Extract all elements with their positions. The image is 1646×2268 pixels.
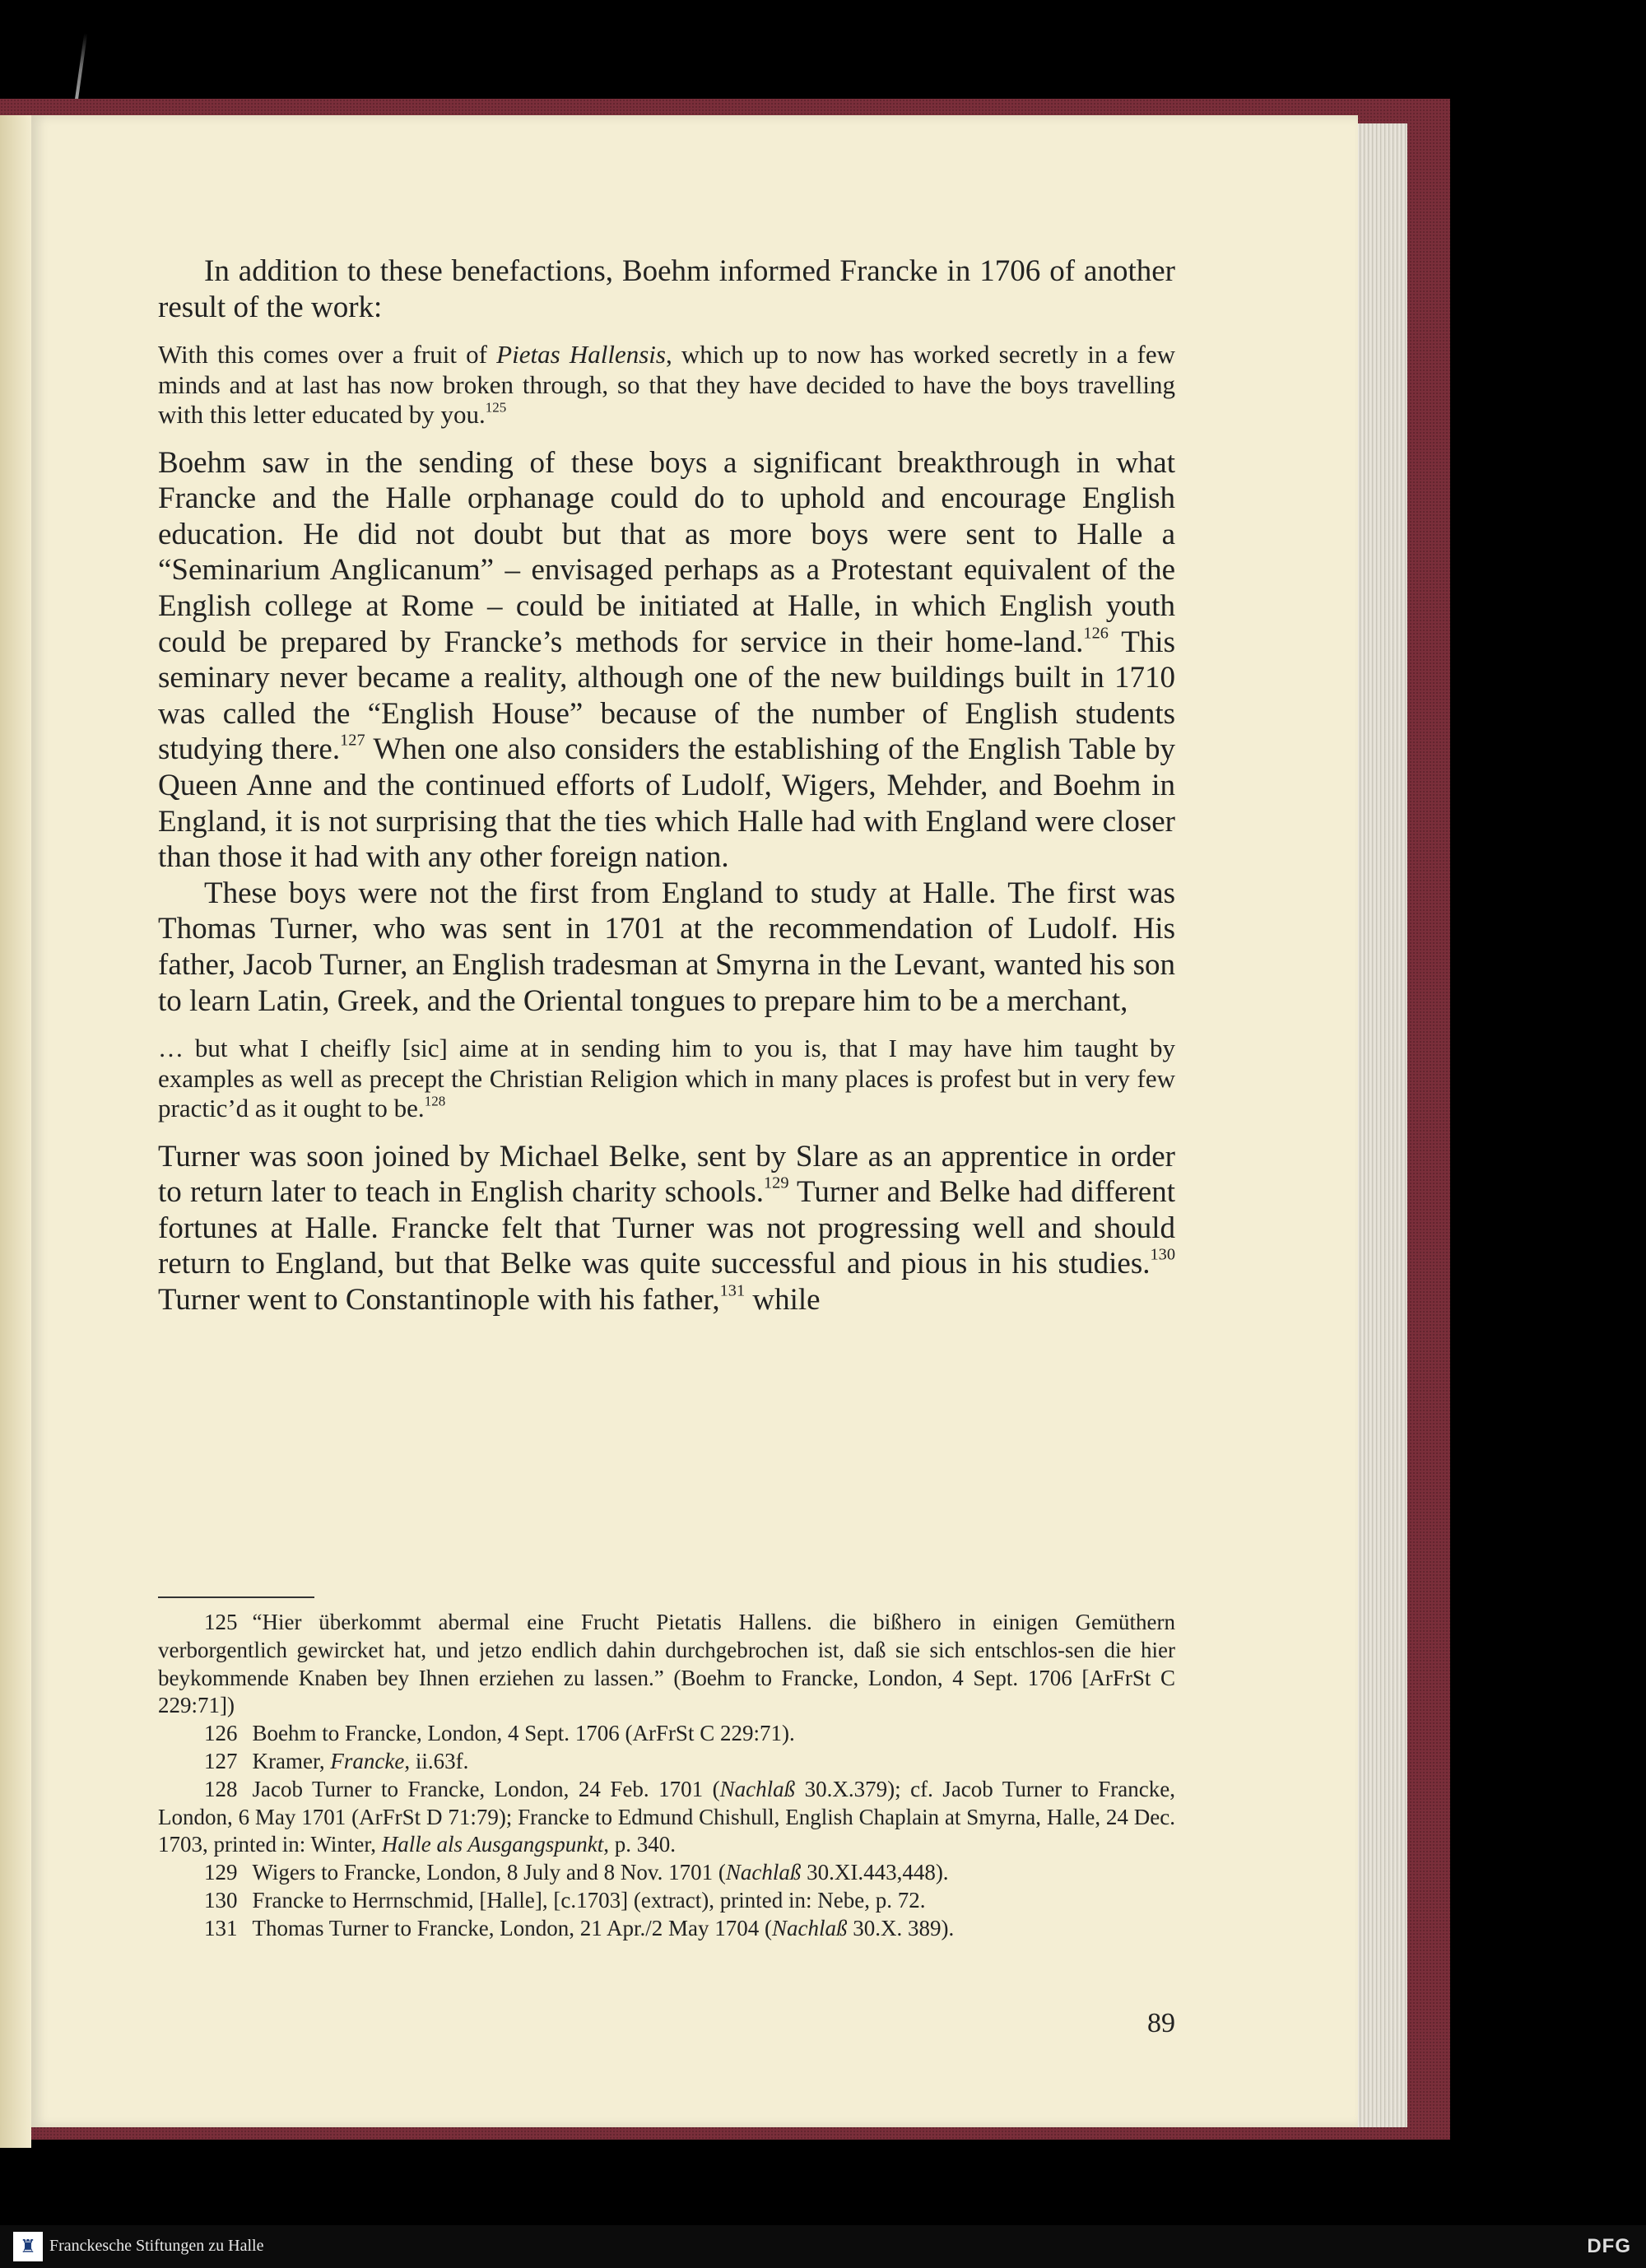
footnote-number: 128 bbox=[204, 1776, 238, 1801]
footnote-text bbox=[253, 1721, 795, 1745]
footnote-number: 129 bbox=[204, 1860, 238, 1885]
text-run: 30.X.379); cf. Jacob Turner to Francke, London, 6 May 1701 (ArFrSt D 71:79); Francke to Edmund Chishull, English Chaplain at Smyrna, Halle, 24 Dec. 1703, printed in: Winter, bbox=[158, 1776, 1175, 1857]
footnote-separator bbox=[158, 1596, 314, 1598]
text-run: These boys were not the first from England to study at Halle. The first was Thomas Turner, who was sent in 1701 at the recommendation of Ludolf. His father, Jacob Turner, an English tradesman at Smyrna in the Levant, wanted his son to learn Latin, Greek, and the Oriental tongues to prepare him to be a merchant, bbox=[158, 876, 1175, 1018]
italic-run: Pietas Hallensis bbox=[496, 340, 666, 369]
footnote-128 bbox=[158, 1776, 1175, 1859]
institution-logo-icon[interactable]: ♜ bbox=[13, 2232, 43, 2261]
text-run: , ii.63f. bbox=[404, 1748, 469, 1773]
text-run: Thomas Turner to Francke, London, 21 Apr./2 May 1704 ( bbox=[252, 1915, 772, 1940]
block-quote-1 bbox=[158, 340, 1175, 430]
italic-run: Nachlaß bbox=[771, 1915, 848, 1940]
text-run: , p. 340. bbox=[603, 1832, 677, 1857]
footnote-ref[interactable]: 126 bbox=[1083, 624, 1109, 643]
italic-run: Nachlaß bbox=[719, 1776, 796, 1801]
text-run: Turner and Belke had different fortunes at Halle. Francke felt that Turner was not progressing well and should return to England, but that Belke was quite successful and pious in his studies. bbox=[158, 1175, 1175, 1281]
block-quote-2 bbox=[158, 1034, 1175, 1124]
footnotes bbox=[158, 1609, 1175, 1943]
footnote-number: 125 bbox=[204, 1610, 238, 1634]
text-run: , which up to now has worked secretly in a few minds and at last has now broken through, so that they have decided to have the boys travelling with this letter educated by you. bbox=[158, 340, 1175, 430]
text-run: Boehm to Francke, London, 4 Sept. 1706 (ArFrSt C 229:71). bbox=[252, 1721, 795, 1746]
dfg-logo[interactable]: DFG bbox=[1587, 2235, 1631, 2257]
footnote-ref[interactable]: 128 bbox=[424, 1093, 446, 1109]
footnote-130 bbox=[158, 1887, 1175, 1915]
main-text bbox=[158, 253, 1175, 1318]
footnote-125 bbox=[158, 1609, 1175, 1720]
footnote-129 bbox=[158, 1859, 1175, 1887]
footnote-126 bbox=[158, 1720, 1175, 1748]
footnote-text bbox=[253, 1749, 469, 1773]
text-run: 30.XI.443,448). bbox=[801, 1860, 949, 1885]
italic-run: Halle als Ausgangspunkt bbox=[381, 1832, 604, 1857]
text-run: Francke to Herrnschmid, [Halle], [c.1703] (extract), printed in: Nebe, p. 72. bbox=[252, 1887, 926, 1912]
footnote-number: 127 bbox=[204, 1748, 238, 1773]
footnote-text bbox=[253, 1860, 949, 1885]
paragraph-1 bbox=[158, 253, 1175, 325]
text-run: Turner was soon joined by Michael Belke, sent by Slare as an apprentice in order to return later to teach in English charity schools. bbox=[158, 1139, 1175, 1210]
text-run: In addition to these benefactions, Boehm informed Francke in 1706 of another result of the work: bbox=[158, 254, 1175, 324]
text-run: With this comes over a fruit of bbox=[158, 340, 497, 369]
text-run: Turner went to Constantinople with his father, bbox=[158, 1283, 720, 1318]
italic-run: Nachlaß bbox=[725, 1860, 802, 1885]
footnote-127 bbox=[158, 1748, 1175, 1776]
footnote-text bbox=[253, 1916, 955, 1940]
footnote-131 bbox=[158, 1915, 1175, 1943]
text-run: while bbox=[745, 1283, 821, 1318]
paragraph-3 bbox=[158, 876, 1175, 1019]
page-edges bbox=[1356, 123, 1407, 2127]
text-run: … but what I cheifly [sic] aime at in sending him to you is, that I may have him taught by examples as well as precept the Christian Religion which in many places is profest but in very few practic’d as it ought to be. bbox=[158, 1034, 1175, 1123]
loose-thread bbox=[74, 33, 87, 107]
text-run: Jacob Turner to Francke, London, 24 Feb. 1701 ( bbox=[252, 1776, 720, 1801]
footnote-text bbox=[253, 1888, 926, 1912]
footnote-ref[interactable]: 127 bbox=[340, 732, 365, 751]
text-run: 30.X. 389). bbox=[847, 1915, 955, 1940]
text-run: This seminary never became a reality, although one of the new buildings built in 1710 was called the “English House” because of the number of English students studying there. bbox=[158, 625, 1175, 767]
institution-name: Franckesche Stiftungen zu Halle bbox=[49, 2237, 264, 2255]
footnote-ref[interactable]: 129 bbox=[764, 1174, 789, 1193]
viewer-footer bbox=[0, 2225, 1646, 2268]
book-page bbox=[31, 115, 1358, 2127]
text-run: Wigers to Francke, London, 8 July and 8 Nov. 1701 ( bbox=[252, 1860, 726, 1885]
left-page-edge bbox=[0, 115, 31, 2148]
page-number: 89 bbox=[1147, 2008, 1175, 2038]
italic-run: Francke bbox=[330, 1748, 405, 1773]
paragraph-2 bbox=[158, 445, 1175, 876]
footnote-ref[interactable]: 130 bbox=[1150, 1246, 1175, 1265]
text-run: Kramer, bbox=[252, 1748, 331, 1773]
text-run: “Hier überkommt abermal eine Frucht Pietatis Hallens. die bißhero in einigen Gemüthern verborgentlich gewircket hat, und jetzo endlich dahin durchgebrochen ist, daß sie sich entschlos-sen die hier beykommende Knaben bey Ihnen erziehen zu lassen.” (Boehm to Francke, London, 4 Sept. 1706 [ArFrSt C 229:71]) bbox=[158, 1610, 1175, 1718]
footnote-ref[interactable]: 125 bbox=[485, 399, 507, 416]
text-run: When one also considers the establishing of the English Table by Queen Anne and the continued efforts of Ludolf, Wigers, Mehder, and Boehm in England, it is not surprising that the ties which Halle had with England were closer than those it had with any other foreign nation. bbox=[158, 732, 1176, 875]
paragraph-4 bbox=[158, 1139, 1175, 1318]
footnote-number: 131 bbox=[204, 1915, 238, 1940]
footnote-text bbox=[158, 1777, 1175, 1857]
footnote-number: 130 bbox=[204, 1887, 238, 1912]
footnote-text bbox=[158, 1610, 1175, 1717]
text-run: Boehm saw in the sending of these boys a significant breakthrough in what Francke and the Halle orphanage could do to uphold and encourage English education. He did not doubt but that as more boys were sent to Halle a “Seminarium Anglicanum” – envisaged perhaps as a Protestant equivalent of the English college at Rome – could be initiated at Halle, in which English youth could be prepared by Francke’s methods for service in their home-land. bbox=[158, 445, 1175, 659]
footnote-number: 126 bbox=[204, 1721, 238, 1746]
footnote-ref[interactable]: 131 bbox=[719, 1281, 746, 1300]
